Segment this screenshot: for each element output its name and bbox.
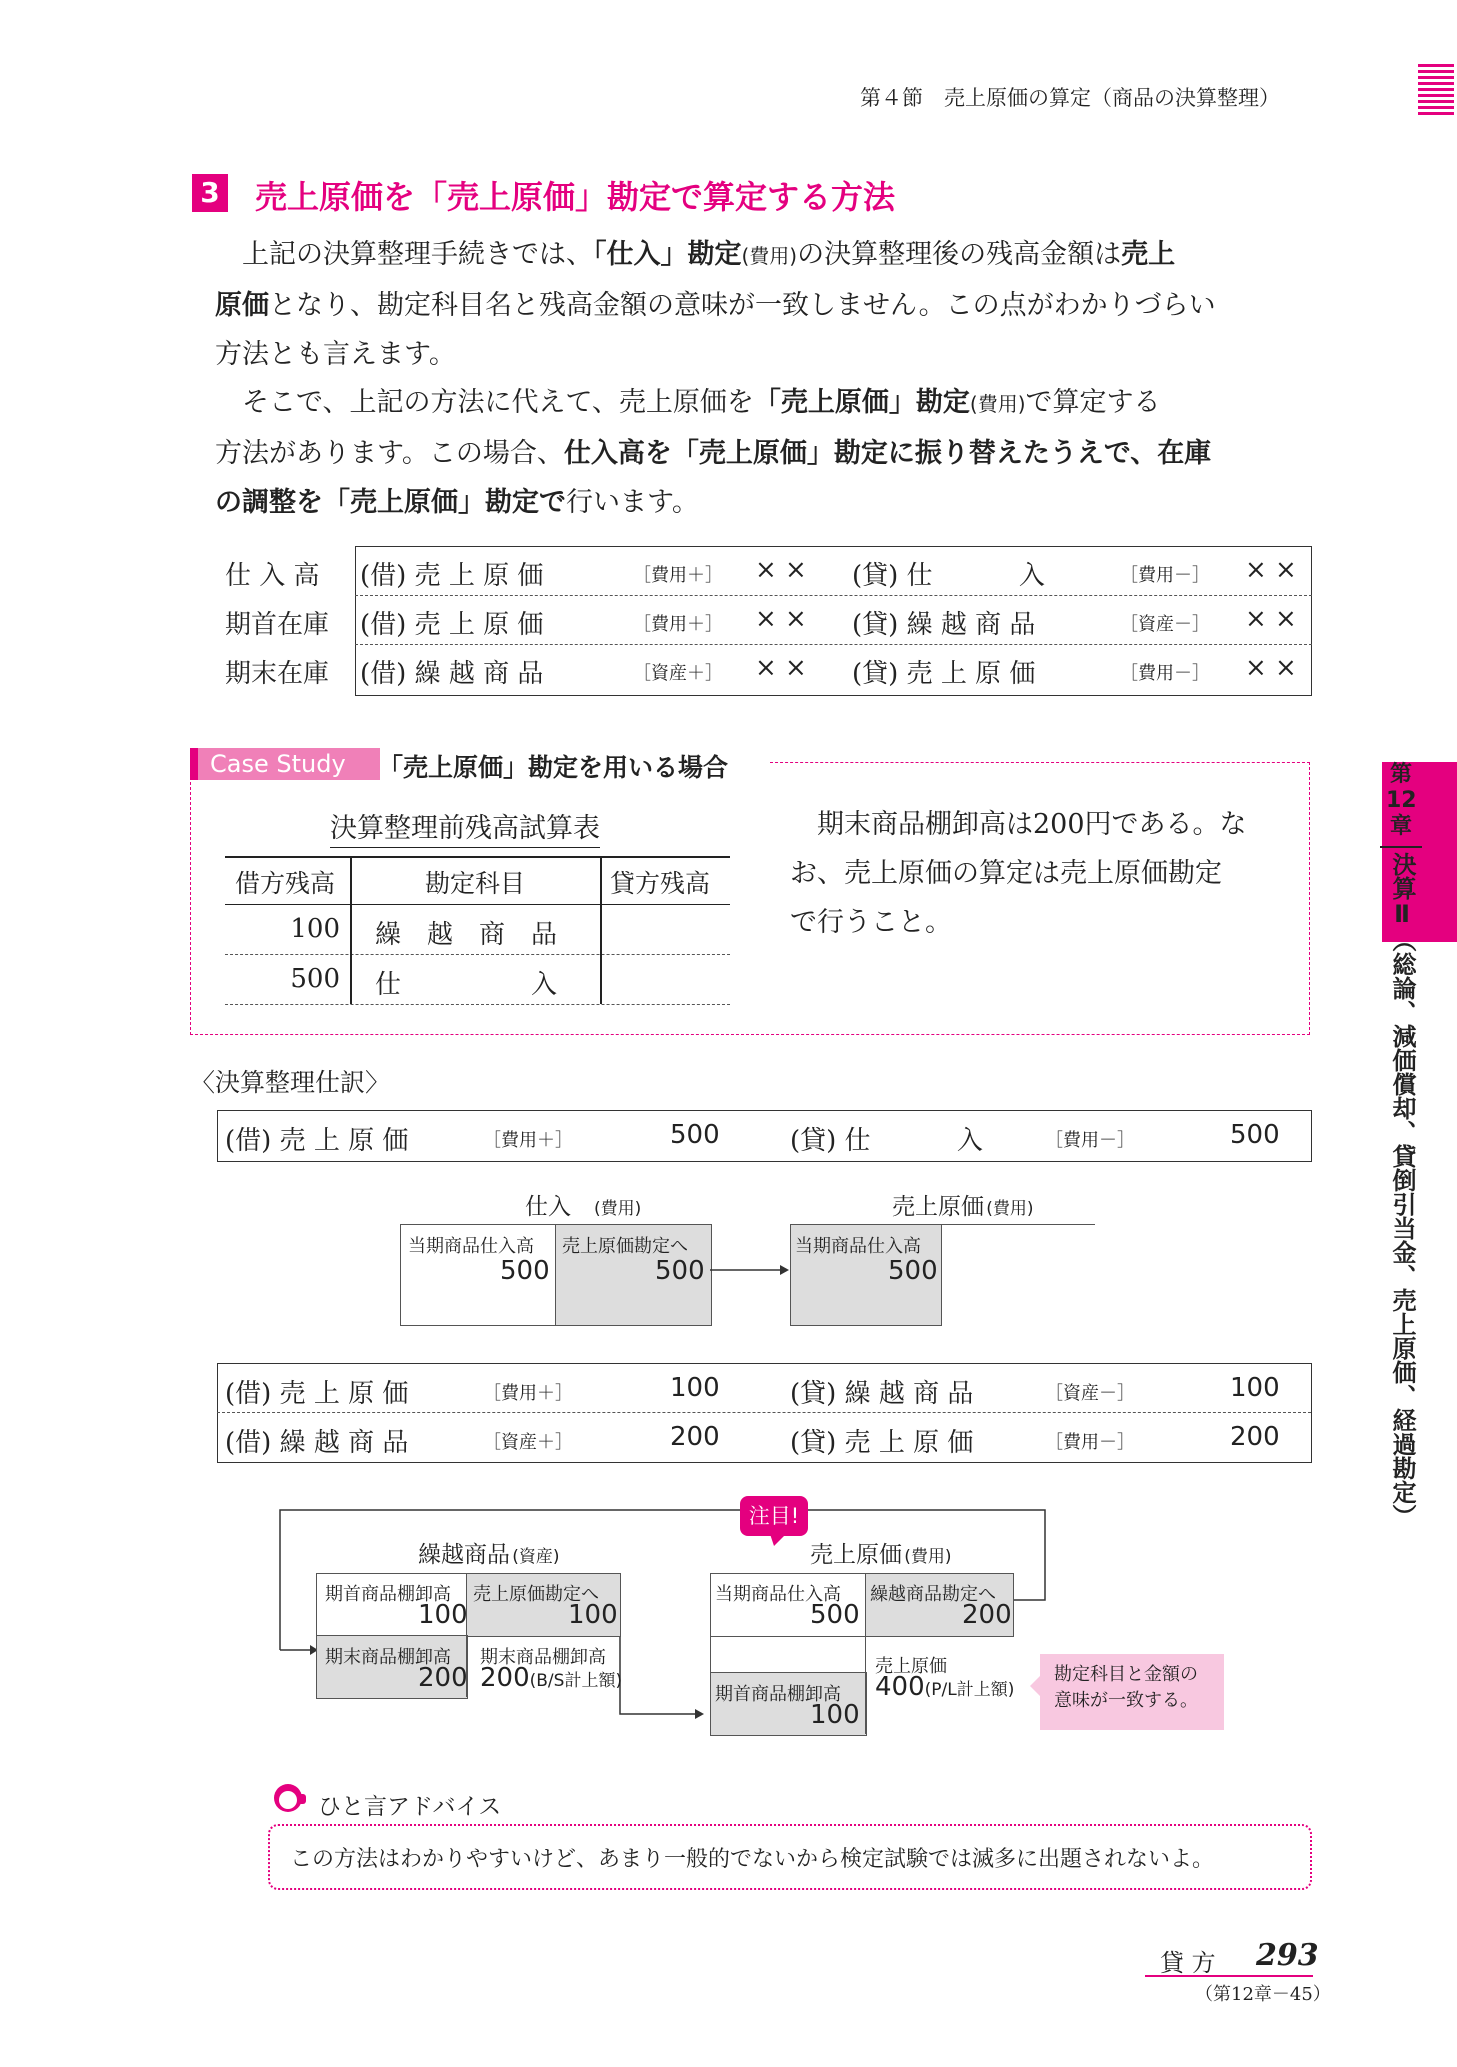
page-subnumber: （第12章－45）: [1195, 1984, 1331, 2005]
page-number: 293: [1256, 1938, 1319, 1973]
tb-header: 借方残高: [235, 869, 336, 898]
advisor-avatar-icon: [268, 1780, 314, 1820]
tb-account: 繰 越 商 品: [375, 920, 558, 950]
entry-row: 期末在庫 (借) 繰 越 商 品 ［資産＋］ × × (貸) 売 上 原 価 ［費用－］ × ×: [225, 653, 1297, 689]
paragraph-1: 上記の決算整理手続きでは、「仕入」勘定(費用)の決算整理後の残高金額は売上 原価となり、勘定科目名と残高金額の意味が一致しません。この点がわかりづらい 方法とも言えます。: [215, 239, 1216, 370]
case-study-title: 「売上原価」勘定を用いる場合: [378, 753, 729, 782]
t-account-title: 売上原価 (費用): [810, 1542, 952, 1568]
running-header: 第４節 売上原価の算定（商品の決算整理）: [860, 86, 1280, 110]
journal-heading: 〈決算整理仕訳〉: [190, 1068, 391, 1097]
journal-row: (借) 売 上 原 価 ［費用＋］ 500 (貸) 仕 入 ［費用－］ 500: [225, 1120, 1280, 1156]
t-account-title: 売上原価 (費用): [892, 1194, 1034, 1220]
tb-header: 貸方残高: [610, 869, 711, 898]
footer-label: 貸 方: [1160, 1949, 1216, 1977]
section-number: 3: [192, 174, 228, 212]
trial-balance: [225, 856, 730, 1004]
arrow-right-icon: [710, 1262, 790, 1278]
highlight-note: 勘定科目と金額の 意味が一致する。: [1040, 1654, 1224, 1730]
entry-row: 期首在庫 (借) 売 上 原 価 ［費用＋］ × × (貸) 繰 越 商 品 ［資産－］ × ×: [225, 604, 1297, 640]
chui-callout: 注目!: [740, 1496, 808, 1536]
journal-row: (借) 繰 越 商 品 ［資産＋］ 200 (貸) 売 上 原 価 ［費用－］ 200: [225, 1422, 1280, 1458]
side-rule: [1380, 846, 1422, 848]
section-title: 売上原価を「売上原価」勘定で算定する方法: [255, 178, 896, 216]
callout-tail-icon: [770, 1534, 790, 1548]
tb-debit: 500: [290, 964, 340, 994]
case-study-text: 期末商品棚卸高は200円である。な お、売上原価の算定は売上原価勘定 で行うこと。: [790, 809, 1247, 938]
advice-text: この方法はわかりやすいけど、あまり一般的でないから検定試験では滅多に出題されないよ。: [290, 1847, 1215, 1872]
entry-row: 仕 入 高 (借) 売 上 原 価 ［費用＋］ × × (貸) 仕 入 ［費用－］ × ×: [225, 555, 1297, 591]
tb-debit: 100: [290, 914, 340, 944]
trial-balance-title: 決算整理前残高試算表: [330, 806, 600, 848]
callout-tail-icon: [1030, 1676, 1042, 1696]
paragraph-2: そこで、上記の方法に代えて、売上原価を「売上原価」勘定(費用)で算定する 方法があります。この場合、仕入高を「売上原価」勘定に振り替えたうえで、在庫 の調整を「売上原価」勘定で行います。: [215, 387, 1212, 518]
side-chapter-title: 決算Ⅱ（総論、減価償却、貸倒引当金、売上原価、経過勘定）: [1388, 852, 1416, 1528]
side-chapter-number: 第 12 章: [1386, 762, 1417, 839]
t-account-title: 繰越商品 (資産): [418, 1542, 560, 1568]
tb-header: 勘定科目: [425, 869, 526, 898]
journal-row: (借) 売 上 原 価 ［費用＋］ 100 (貸) 繰 越 商 品 ［資産－］ 100: [225, 1373, 1280, 1409]
advice-title: ひと言アドバイス: [318, 1794, 502, 1820]
t-account-title: 仕入 (費用): [525, 1194, 642, 1220]
tb-account: 仕 入: [375, 970, 558, 1000]
case-study-badge: Case Study: [190, 748, 380, 780]
